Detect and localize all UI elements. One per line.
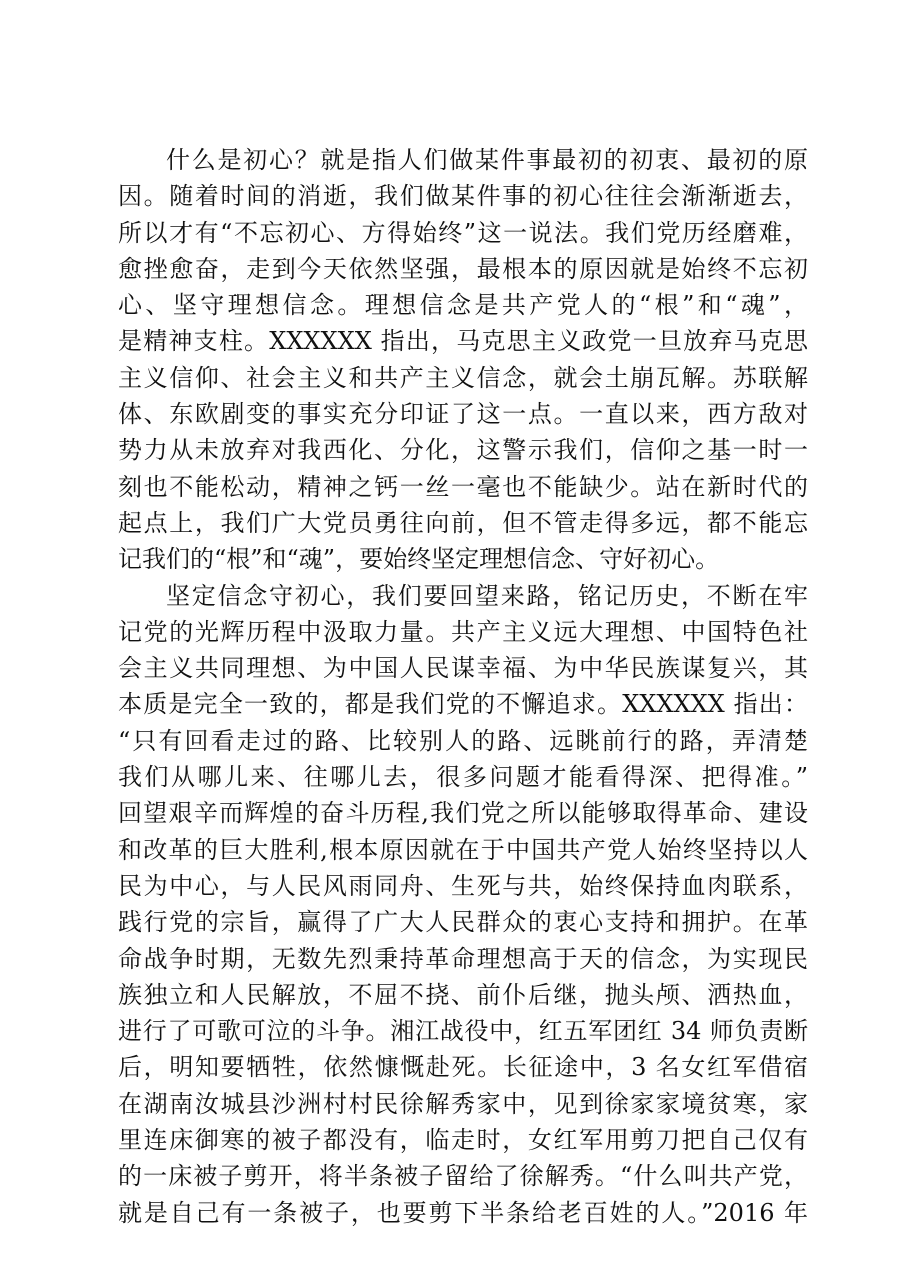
text-line: 坚定信念守初心，我们要回望来路，铭记历史，不断在牢 — [166, 581, 808, 610]
text-line: 进行了可歌可泣的斗争。湘江战役中，红五军团红 34 师负责断 — [118, 1017, 808, 1046]
text-line: 刻也不能松动，精神之钙一丝一毫也不能缺少。站在新时代的 — [118, 472, 808, 501]
paragraph-1 — [118, 142, 808, 578]
text-line: 所以才有“不忘初心、方得始终”这一说法。我们党历经磨难， — [118, 218, 808, 247]
paragraph-2 — [118, 578, 808, 1231]
text-line: 民为中心，与人民风雨同舟、生死与共，始终保持血肉联系， — [118, 871, 808, 900]
text-line: 势力从未放弃对我西化、分化，这警示我们，信仰之基一时一 — [118, 436, 808, 465]
text-line: 因。随着时间的消逝，我们做某件事的初心往往会渐渐逝去， — [118, 182, 808, 211]
text-line: 后，明知要牺牲，依然慷慨赴死。长征途中，3 名女红军借宿 — [118, 1053, 808, 1082]
text-line: 就是自己有一条被子，也要剪下半条给老百姓的人。”2016 年 — [118, 1198, 808, 1227]
text-line: 我们从哪儿来、往哪儿去，很多问题才能看得深、把得准。” — [118, 763, 808, 792]
text-line: 践行党的宗旨，赢得了广大人民群众的衷心支持和拥护。在革 — [118, 908, 808, 937]
text-line: 体、东欧剧变的事实充分印证了这一点。一直以来，西方敌对 — [118, 400, 808, 429]
text-line: 会主义共同理想、为中国人民谋幸福、为中华民族谋复兴，其 — [118, 654, 808, 683]
text-line: 主义信仰、社会主义和共产主义信念，就会土崩瓦解。苏联解 — [118, 363, 808, 392]
text-line: 回望艰辛而辉煌的奋斗历程,我们党之所以能够取得革命、建设 — [118, 799, 808, 828]
text-line: 是精神支柱。XXXXXX 指出，马克思主义政党一旦放弃马克思 — [118, 327, 808, 356]
text-line: 和改革的巨大胜利,根本原因就在于中国共产党人始终坚持以人 — [118, 835, 808, 864]
text-line: 记党的光辉历程中汲取力量。共产主义远大理想、中国特色社 — [118, 617, 808, 646]
text-line: 命战争时期，无数先烈秉持革命理想高于天的信念，为实现民 — [118, 944, 808, 973]
text-line: “只有回看走过的路、比较别人的路、远眺前行的路，弄清楚 — [118, 726, 808, 755]
text-line: 起点上，我们广大党员勇往向前，但不管走得多远，都不能忘 — [118, 508, 808, 537]
text-line: 里连床御寒的被子都没有，临走时，女红军用剪刀把自己仅有 — [118, 1126, 808, 1155]
text-line: 愈挫愈奋，走到今天依然坚强，最根本的原因就是始终不忘初 — [118, 254, 808, 283]
text-line: 在湖南汝城县沙洲村村民徐解秀家中，见到徐家家境贫寒，家 — [118, 1089, 808, 1118]
text-line: 记我们的“根”和“魂”，要始终坚定理想信念、守好初心。 — [118, 545, 720, 574]
text-line: 族独立和人民解放，不屈不挠、前仆后继，抛头颅、洒热血， — [118, 980, 808, 1009]
text-line: 心、坚守理想信念。理想信念是共产党人的“根”和“魂”， — [118, 291, 808, 320]
text-line: 的一床被子剪开，将半条被子留给了徐解秀。“什么叫共产党， — [118, 1162, 808, 1191]
text-line: 本质是完全一致的，都是我们党的不懈追求。XXXXXX 指出： — [118, 690, 808, 719]
text-line: 什么是初心？就是指人们做某件事最初的初衷、最初的原 — [166, 146, 808, 174]
document-body — [118, 142, 808, 1231]
